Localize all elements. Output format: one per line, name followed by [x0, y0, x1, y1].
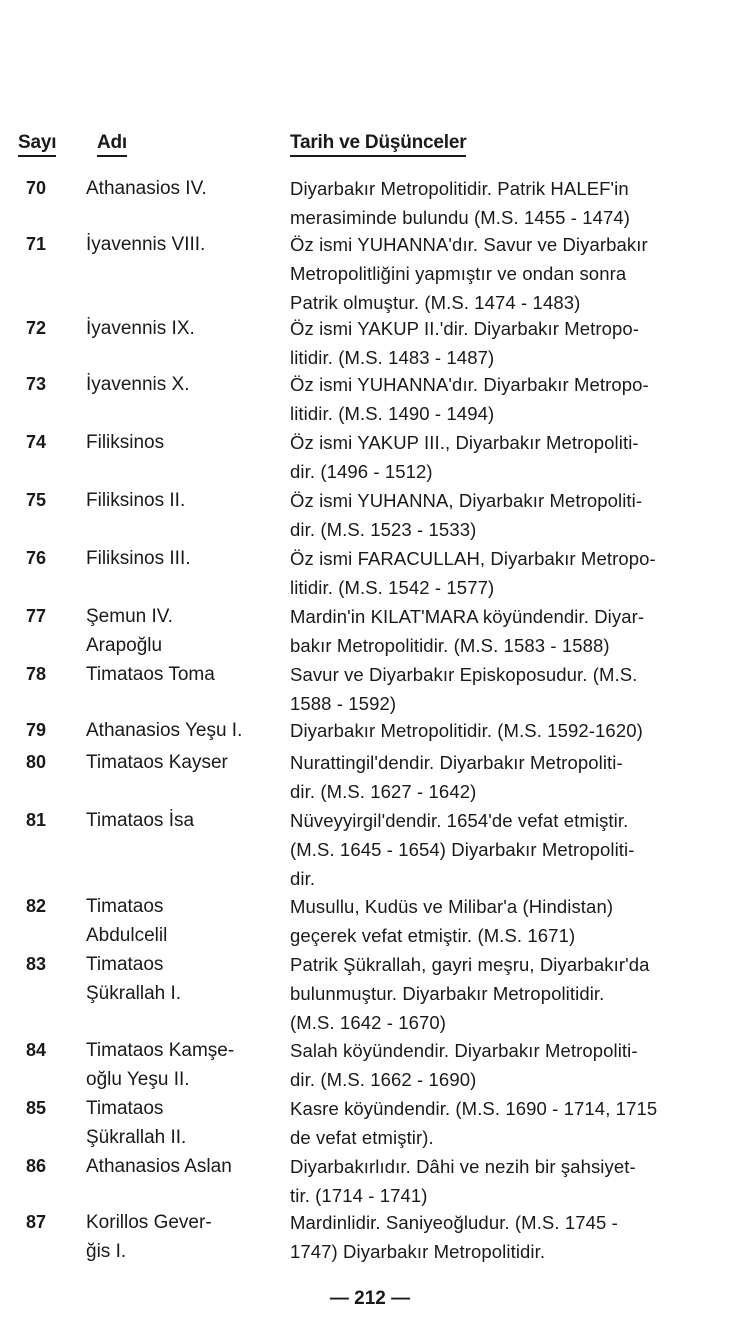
page-number: — 212 —	[329, 1288, 411, 1309]
entry-number: 70	[26, 178, 47, 198]
entry-description: Savur ve Diyarbakır Episkoposudur. (M.S. 1588 - 1592)	[290, 664, 638, 714]
entry-description: Mardinlidir. Saniyeoğludur. (M.S. 1745 - 1747) Diyarbakır Metropolitidir.	[290, 1212, 618, 1262]
entry-number: 72	[26, 318, 47, 338]
entry-name: Athanasios Aslan	[86, 1156, 232, 1177]
entry-name: Timataos İsa	[86, 810, 195, 831]
entry-description: Mardin'in KILAT'MARA köyündendir. Diyar- bakır Metropolitidir. (M.S. 1583 - 1588)	[290, 606, 645, 656]
entry-description: Diyarbakırlıdır. Dâhi ve nezih bir şahsiyet- tir. (1714 - 1741)	[290, 1156, 636, 1206]
entry-number: 71	[26, 234, 47, 254]
entry-name: İyavennis VIII.	[86, 234, 206, 255]
entry-number: 85	[26, 1098, 47, 1118]
header-number: Sayı	[18, 131, 56, 155]
entry-number: 84	[26, 1040, 47, 1060]
entry-name: Timataos Kamşe- oğlu Yeşu II.	[86, 1040, 235, 1090]
entry-number: 83	[26, 954, 47, 974]
header-description: Tarih ve Düşünceler	[290, 131, 466, 155]
entry-name: Filiksinos II.	[86, 490, 186, 511]
entry-description: Patrik Şükrallah, gayri meşru, Diyarbakır'da bulunmuştur. Diyarbakır Metropolitidir. (M.S. 1642 - 1670)	[290, 954, 650, 1033]
entry-name: İyavennis IX.	[86, 318, 195, 339]
entry-name: Athanasios Yeşu I.	[86, 720, 243, 741]
entry-number: 77	[26, 606, 47, 626]
entry-description: Nüveyyirgil'dendir. 1654'de vefat etmiştir. (M.S. 1645 - 1654) Diyarbakır Metropoliti- dir.	[290, 810, 635, 889]
entry-description: Diyarbakır Metropolitidir. Patrik HALEF'in merasiminde bulundu (M.S. 1455 - 1474)	[290, 178, 631, 228]
entry-name: Timataos Abdulcelil	[86, 896, 168, 946]
entry-number: 82	[26, 896, 47, 916]
entry-description: Musullu, Kudüs ve Milibar'a (Hindistan) geçerek vefat etmiştir. (M.S. 1671)	[290, 896, 614, 946]
entry-name: Athanasios IV.	[86, 178, 207, 199]
entry-description: Öz ismi YAKUP III., Diyarbakır Metropoliti- dir. (1496 - 1512)	[290, 432, 639, 482]
entry-description: Kasre köyündendir. (M.S. 1690 - 1714, 1715 de vefat etmiştir).	[290, 1098, 658, 1148]
entry-description: Nurattingil'dendir. Diyarbakır Metropoliti- dir. (M.S. 1627 - 1642)	[290, 752, 623, 802]
entry-name: Filiksinos	[86, 432, 165, 453]
entry-name: Timataos Şükrallah II.	[86, 1098, 187, 1148]
entry-description: Salah köyündendir. Diyarbakır Metropoliti- dir. (M.S. 1662 - 1690)	[290, 1040, 638, 1090]
entry-description: Öz ismi YUHANNA'dır. Diyarbakır Metropo- litidir. (M.S. 1490 - 1494)	[290, 374, 649, 424]
entry-description: Öz ismi YUHANNA, Diyarbakır Metropoliti- dir. (M.S. 1523 - 1533)	[290, 490, 643, 540]
entry-name: Timataos Toma	[86, 664, 215, 685]
entry-number: 73	[26, 374, 47, 394]
entry-name: İyavennis X.	[86, 374, 190, 395]
entry-number: 76	[26, 548, 47, 568]
entry-name: Timataos Şükrallah I.	[86, 954, 182, 1004]
entry-description: Öz ismi YUHANNA'dır. Savur ve Diyarbakır Metropolitliğini yapmıştır ve ondan sonra Patrik olmuştur. (M.S. 1474 - 1483)	[290, 234, 648, 313]
entry-name: Timataos Kayser	[86, 752, 228, 773]
entry-name: Şemun IV. Arapoğlu	[86, 606, 173, 656]
entry-number: 80	[26, 752, 47, 772]
entry-name: Filiksinos III.	[86, 548, 191, 569]
entry-number: 78	[26, 664, 47, 684]
entry-description: Diyarbakır Metropolitidir. (M.S. 1592-1620)	[290, 720, 643, 741]
entry-number: 74	[26, 432, 47, 452]
entry-description: Öz ismi FARACULLAH, Diyarbakır Metropo- litidir. (M.S. 1542 - 1577)	[290, 548, 656, 598]
header-name: Adı	[97, 131, 127, 155]
entry-number: 81	[26, 810, 47, 830]
entry-number: 75	[26, 490, 47, 510]
entry-number: 87	[26, 1212, 47, 1232]
entry-number: 79	[26, 720, 47, 740]
entry-number: 86	[26, 1156, 47, 1176]
entry-name: Korillos Gever- ğis I.	[86, 1212, 212, 1262]
entry-description: Öz ismi YAKUP II.'dir. Diyarbakır Metropo- litidir. (M.S. 1483 - 1487)	[290, 318, 640, 368]
